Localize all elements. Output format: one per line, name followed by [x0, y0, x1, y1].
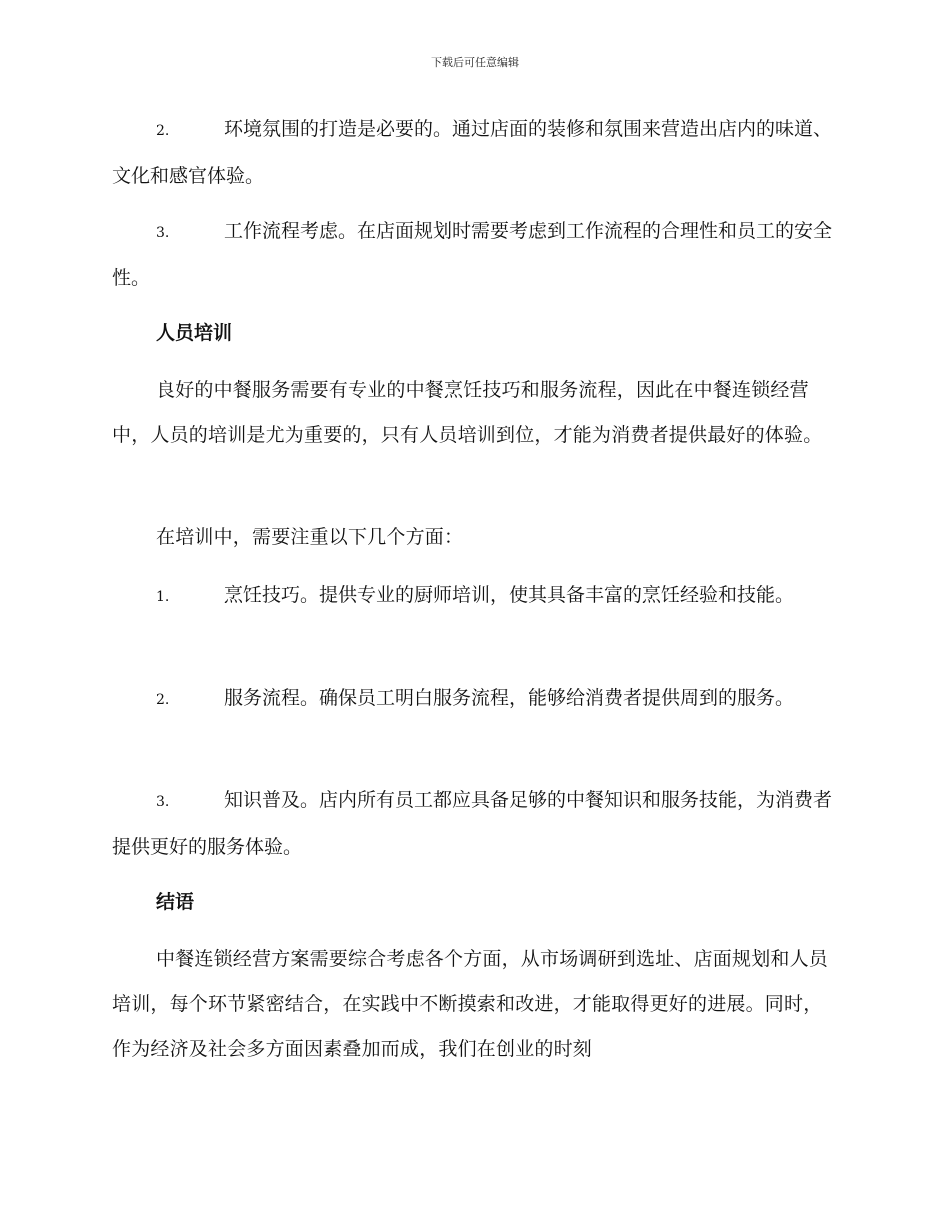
paragraph-training-intro: 良好的中餐服务需要有专业的中餐烹饪技巧和服务流程，因此在中餐连锁经营中，人员的培训是尤为重要的，只有人员培训到位，才能为消费者提供最好的体验。: [112, 379, 823, 446]
paragraph-training-lead: 在培训中，需要注重以下几个方面：: [156, 526, 464, 548]
section-heading-conclusion: 结语: [156, 891, 195, 913]
list-text: 服务流程。确保员工明白服务流程，能够给消费者提供周到的服务。: [224, 687, 795, 709]
list-item-workflow: [112, 209, 834, 301]
list-text: 烹饪技巧。提供专业的厨师培训，使其具备丰富的烹饪经验和技能。: [224, 584, 795, 606]
list-number: 3.: [156, 225, 170, 241]
list-number: 1.: [156, 589, 170, 605]
list-number: 2.: [156, 692, 170, 708]
list-item-knowledge: [112, 778, 834, 870]
section-heading-training: 人员培训: [156, 322, 233, 344]
list-text: 环境氛围的打造是必要的。通过店面的装修和氛围来营造出店内的味道、文化和感官体验。: [112, 118, 833, 187]
paragraph-conclusion: 中餐连锁经营方案需要综合考虑各个方面，从市场调研到选址、店面规划和人员培训，每个环节紧密结合，在实践中不断摸索和改进，才能取得更好的进展。同时，作为经济及社会多方面因素叠加而成，我们在创业的时刻: [112, 948, 829, 1060]
list-item-cooking: [112, 573, 834, 620]
list-item-service: [112, 676, 834, 723]
list-number: 2.: [156, 123, 170, 139]
list-number: 3.: [156, 794, 170, 810]
list-item-environment: [112, 107, 834, 199]
page-header-note: 下载后可任意编辑: [431, 56, 519, 69]
list-text: 知识普及。店内所有员工都应具备足够的中餐知识和服务技能，为消费者提供更好的服务体验。: [112, 789, 833, 858]
list-text: 工作流程考虑。在店面规划时需要考虑到工作流程的合理性和员工的安全性。: [112, 220, 833, 289]
